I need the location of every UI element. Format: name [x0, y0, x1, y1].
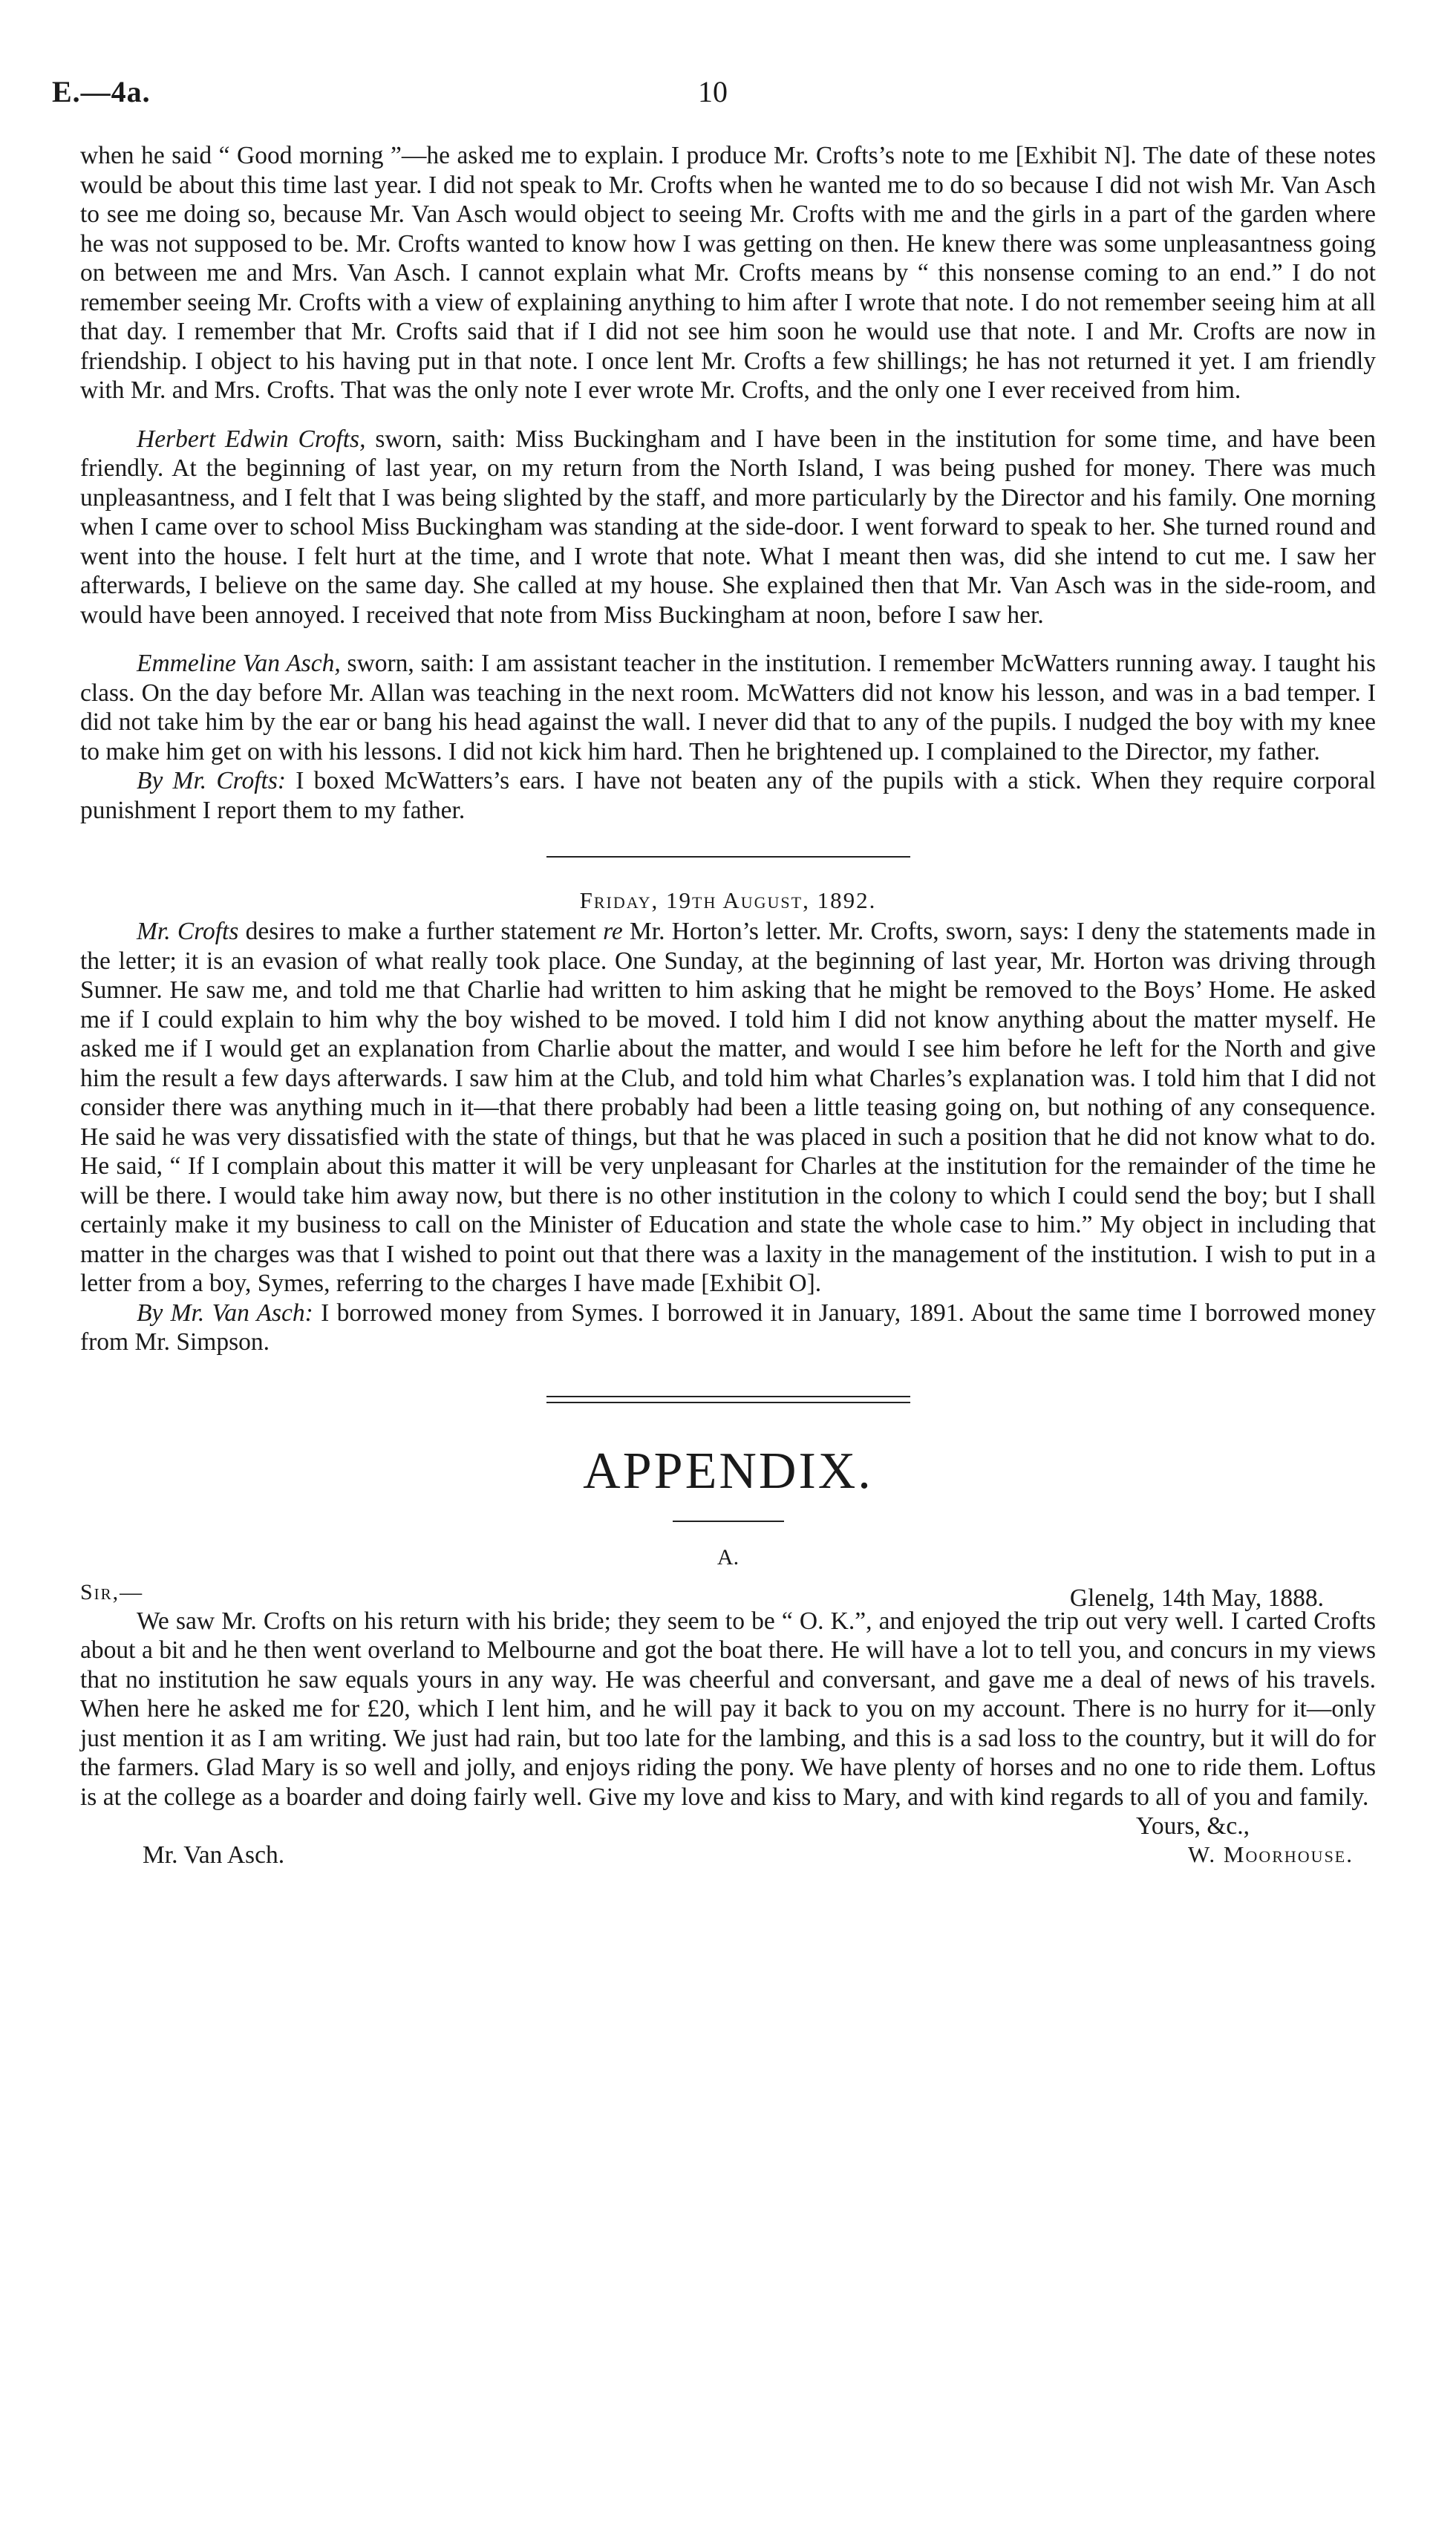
statement-text: desires to make a further statement [238, 918, 604, 945]
date-heading: Friday, 19th August, 1892. [579, 887, 877, 913]
letter-body: We saw Mr. Crofts on his return with his bride; they seem to be “ O. K.”, and enjoyed the trip out very well. I carted Crofts about a bit and he then went overland to Melbourne and got the boat there. He will have a lot to tell you, and concurs in my views that no institution he saw equals yours in any way. He was cheerful and conversant, and gave me a deal of news of his travels. When here he asked me for £20, which I lent him, and he will pay it back to you on my account. There is no hurry for it—only just mention it as I am writing. We just had rain, but too late for the lambing, and this is a sad loss to the country, but it will do for the farmers. Glad Mary is so well and jolly, and enjoys riding the pony. We have plenty of horses and no one to ride them. Loftus is at the college as a boarder and doing fairly well. Give my love and kiss to Mary, and with kind regards to all of you and family. [80, 1607, 1376, 1811]
paragraph-crofts-further-statement [80, 917, 1376, 1299]
addressee: Mr. Van Asch. [143, 1841, 285, 1869]
statement-text: Mr. Horton’s letter. Mr. Crofts, sworn, says: I deny the statements made in the letter; it is an evasion of what really took place. One Sunday, at the beginning of last year, Mr. Horton was driving through Sumner. He saw me, and told me that Charlie had written to him asking that he might be removed to the Boys’ Home. He asked me if I could explain to him why the boy wished to be moved. I told him I did not know anything about the matter myself. He asked me if I would get an explanation from Charlie about the matter, and would I see him before he left for the North and give him the result a few days afterwards. I saw him at the Club, and told him what Charles’s explanation was. I told him that I did not consider there was anything much in it—that there probably had been a little teasing going on, but nothing of any consequence. He said he was very dissatisfied with the state of things, but that he was placed in such a position that he did not know what to do. He said, “ If I complain about this matter it will be very unpleasant for Charles at the institution for the remainder of the time he will be there. I would take him away now, but there is no other institution in the colony to which I could send the boy; but I shall certainly make it my business to call on the Minister of Education and state the whole case to him.” My object in including that matter in the charges was that I wished to point out that there was a laxity in the management of the institution. I wish to put in a letter from a boy, Symes, referring to the charges I have made [Exhibit O]. [80, 918, 1376, 1297]
witness-name: Emmeline Van Asch, [137, 650, 341, 677]
paragraph-emmeline-testimony [80, 649, 1376, 766]
re-term: re [603, 918, 623, 945]
section-divider [546, 856, 910, 858]
testimony-text: I boxed McWatters’s ears. I have not beaten any of the pupils with a stick. When they require corporal punishment I report them to my father. [80, 767, 1377, 824]
page-header [52, 74, 1374, 119]
document-code: E.—4a. [52, 75, 151, 108]
appendix-title: APPENDIX. [583, 1442, 873, 1500]
title-underline [673, 1521, 784, 1522]
examiner-lead: By Mr. Van Asch: [137, 1299, 313, 1327]
signature: W. Moorhouse. [1187, 1841, 1354, 1867]
testimony-text: sworn, saith: I am assistant teacher in the institution. I remember McWatters running away. I taught his class. On the day before Mr. Allan was teaching in the next room. McWatters did not know his lesson, and was in a bad temper. I did not take him by the ear or bang his head against the wall. I never did that to any of the pupils. I nudged the boy with my knee to make him get on with his lessons. I did not kick him hard. Then he brightened up. I complained to the Director, my father. [80, 650, 1376, 765]
letter-salutation-row [80, 1575, 1376, 1612]
witness-name: Herbert Edwin Crofts, [137, 425, 366, 453]
page-number: 10 [698, 75, 728, 108]
paragraph-cross-examination-van-asch [80, 1299, 1376, 1357]
witness-name: Mr. Crofts [137, 918, 239, 945]
letter-place-date: Glenelg, 14th May, 1888. [1069, 1584, 1324, 1612]
page-content [80, 141, 1376, 1878]
paragraph-crofts-testimony [80, 425, 1376, 630]
letter-closing [80, 1812, 1376, 1878]
paragraph-cross-examination-crofts [80, 766, 1376, 825]
closing-phrase: Yours, &c., [1136, 1812, 1250, 1840]
testimony-text: I borrowed money from Symes. I borrowed it in January, 1891. About the same time I borrowed money from Mr. Simpson. [80, 1299, 1377, 1356]
paragraph-buckingham-testimony-continued: when he said “ Good morning ”—he asked me to explain. I produce Mr. Crofts’s note to me [Exhibit N]. The date of these notes would be about this time last year. I did not speak to Mr. Crofts when he wanted me to do so because I did not wish Mr. Van Asch to see me doing so, because Mr. Van Asch would object to seeing Mr. Crofts with me and the girls in a part of the garden where he was not supposed to be. Mr. Crofts wanted to know how I was getting on then. He knew there was some unpleasantness going on between me and Mrs. Van Asch. I cannot explain what Mr. Crofts means by “ this nonsense coming to an end.” I do not remember seeing Mr. Crofts with a view of explaining anything to him after I wrote that note. I do not remember seeing him at all that day. I remember that Mr. Crofts said that if I did not see him soon he would use that note. I and Mr. Crofts are now in friendship. I object to his having put in that note. I once lent Mr. Crofts a few shillings; he has not returned it yet. I am friendly with Mr. and Mrs. Crofts. That was the only note I ever wrote Mr. Crofts, and the only one I ever received from him. [80, 142, 1376, 404]
appendix-divider [546, 1396, 910, 1403]
salutation: Sir,— [80, 1579, 144, 1604]
letter-mark: A. [716, 1544, 740, 1570]
testimony-text: sworn, saith: Miss Buckingham and I have been in the institution for some time, and have been friendly. At the beginning of last year, on my return from the North Island, I was being pushed for money. There was much unpleasantness, and I felt that I was being slighted by the staff, and more particularly by the Director and his family. One morning when I came over to school Miss Buckingham was standing at the side-door. I went forward to speak to her. She turned round and went into the house. I felt hurt at the time, and I wrote that note. What I meant then was, did she intend to cut me. I saw her afterwards, I believe on the same day. She called at my house. She explained then that Mr. Van Asch was in the side-room, and would have been annoyed. I received that note from Miss Buckingham at noon, before I saw her. [80, 425, 1376, 629]
examiner-lead: By Mr. Crofts: [137, 767, 287, 794]
